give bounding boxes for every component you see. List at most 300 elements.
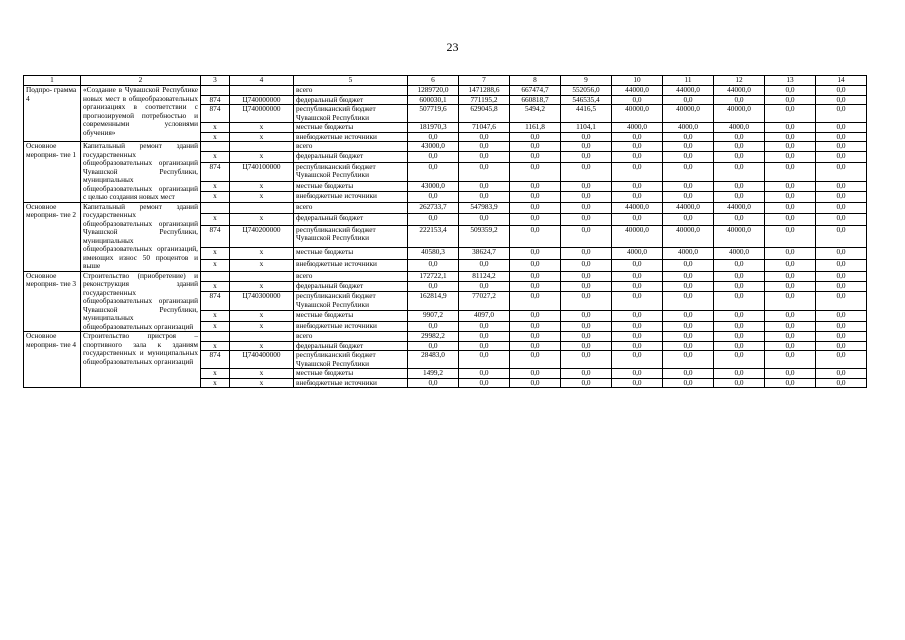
amount-cell: 0,0 bbox=[816, 105, 867, 123]
amount-cell: 0,0 bbox=[612, 162, 663, 181]
amount-cell: 0,0 bbox=[663, 271, 714, 281]
column-number-cell: 9 bbox=[561, 76, 612, 86]
amount-cell: 0,0 bbox=[612, 214, 663, 226]
funding-source-cell: республиканский бюджет Чувашской Республики bbox=[294, 162, 408, 181]
amount-cell: 0,0 bbox=[816, 248, 867, 260]
funding-source-cell: республиканский бюджет Чувашской Республики bbox=[294, 351, 408, 369]
amount-cell: 0,0 bbox=[459, 321, 510, 331]
amount-cell: 0,0 bbox=[816, 95, 867, 105]
amount-cell: 0,0 bbox=[663, 281, 714, 291]
amount-cell: 0,0 bbox=[612, 332, 663, 342]
amount-cell: 0,0 bbox=[561, 202, 612, 214]
amount-cell: 0,0 bbox=[765, 95, 816, 105]
amount-cell: 0,0 bbox=[765, 292, 816, 311]
amount-cell: 222153,4 bbox=[408, 225, 459, 247]
amount-cell: 0,0 bbox=[510, 332, 561, 342]
amount-cell: 600030,1 bbox=[408, 95, 459, 105]
funding-source-cell: федеральный бюджет bbox=[294, 281, 408, 291]
amount-cell: 9907,2 bbox=[408, 311, 459, 321]
amount-cell: 0,0 bbox=[561, 162, 612, 181]
amount-cell: 0,0 bbox=[612, 341, 663, 351]
grbs-code-cell: 874 bbox=[201, 225, 230, 247]
amount-cell: 0,0 bbox=[561, 152, 612, 162]
amount-cell: 0,0 bbox=[765, 332, 816, 342]
amount-cell: 0,0 bbox=[459, 369, 510, 379]
amount-cell: 0,0 bbox=[510, 181, 561, 191]
amount-cell: 0,0 bbox=[714, 351, 765, 369]
target-article-cell bbox=[230, 332, 294, 342]
amount-cell: 547983,9 bbox=[459, 202, 510, 214]
amount-cell: 0,0 bbox=[714, 332, 765, 342]
grbs-code-cell: х bbox=[201, 341, 230, 351]
amount-cell: 0,0 bbox=[816, 378, 867, 388]
amount-cell: 0,0 bbox=[510, 192, 561, 202]
target-article-cell: х bbox=[230, 321, 294, 331]
amount-cell: 0,0 bbox=[408, 259, 459, 271]
target-article-cell: х bbox=[230, 341, 294, 351]
amount-cell: 0,0 bbox=[816, 292, 867, 311]
amount-cell: 0,0 bbox=[714, 259, 765, 271]
grbs-code-cell: 874 bbox=[201, 105, 230, 123]
amount-cell: 0,0 bbox=[459, 259, 510, 271]
amount-cell: 0,0 bbox=[765, 281, 816, 291]
amount-cell: 0,0 bbox=[816, 142, 867, 152]
amount-cell: 0,0 bbox=[612, 132, 663, 142]
amount-cell: 40000,0 bbox=[612, 105, 663, 123]
amount-cell: 0,0 bbox=[612, 271, 663, 281]
amount-cell: 0,0 bbox=[765, 225, 816, 247]
funding-source-cell: местные бюджеты bbox=[294, 123, 408, 133]
amount-cell: 40000,0 bbox=[612, 225, 663, 247]
amount-cell: 0,0 bbox=[816, 271, 867, 281]
target-article-cell: х bbox=[230, 181, 294, 191]
amount-cell: 0,0 bbox=[816, 132, 867, 142]
amount-cell: 0,0 bbox=[765, 248, 816, 260]
amount-cell: 1104,1 bbox=[561, 123, 612, 133]
amount-cell: 0,0 bbox=[714, 162, 765, 181]
amount-cell: 0,0 bbox=[459, 378, 510, 388]
funding-source-cell: федеральный бюджет bbox=[294, 214, 408, 226]
target-article-cell: Ц740000000 bbox=[230, 105, 294, 123]
amount-cell: 0,0 bbox=[663, 341, 714, 351]
amount-cell: 0,0 bbox=[714, 214, 765, 226]
amount-cell: 0,0 bbox=[612, 351, 663, 369]
grbs-code-cell: х bbox=[201, 181, 230, 191]
amount-cell: 0,0 bbox=[714, 321, 765, 331]
amount-cell: 0,0 bbox=[510, 152, 561, 162]
amount-cell: 0,0 bbox=[765, 259, 816, 271]
column-number-cell: 1 bbox=[24, 76, 81, 86]
amount-cell: 0,0 bbox=[510, 321, 561, 331]
funding-source-cell: федеральный бюджет bbox=[294, 95, 408, 105]
amount-cell: 0,0 bbox=[561, 292, 612, 311]
funding-source-cell: местные бюджеты bbox=[294, 311, 408, 321]
grbs-code-cell: 874 bbox=[201, 95, 230, 105]
amount-cell: 162814,9 bbox=[408, 292, 459, 311]
amount-cell: 0,0 bbox=[663, 181, 714, 191]
funding-source-cell: республиканский бюджет Чувашской Республики bbox=[294, 225, 408, 247]
grbs-code-cell bbox=[201, 202, 230, 214]
program-name-cell: Строительство пристроя – спортивного зала к зданиям государственных и муниципальных общеобразовательных организаций bbox=[81, 332, 201, 388]
grbs-code-cell: х bbox=[201, 378, 230, 388]
amount-cell: 1161,8 bbox=[510, 123, 561, 133]
amount-cell: 0,0 bbox=[765, 369, 816, 379]
funding-source-cell: внебюджетные источники bbox=[294, 259, 408, 271]
target-article-cell: х bbox=[230, 132, 294, 142]
target-article-cell bbox=[230, 271, 294, 281]
amount-cell: 0,0 bbox=[663, 162, 714, 181]
status-cell: Основное мероприя- тие 3 bbox=[24, 271, 81, 332]
amount-cell: 509359,2 bbox=[459, 225, 510, 247]
amount-cell: 0,0 bbox=[816, 152, 867, 162]
grbs-code-cell: х bbox=[201, 321, 230, 331]
amount-cell: 0,0 bbox=[459, 214, 510, 226]
target-article-cell: Ц740300000 bbox=[230, 292, 294, 311]
amount-cell: 0,0 bbox=[816, 162, 867, 181]
amount-cell: 0,0 bbox=[714, 152, 765, 162]
amount-cell: 0,0 bbox=[561, 214, 612, 226]
target-article-cell: х bbox=[230, 214, 294, 226]
amount-cell: 0,0 bbox=[612, 181, 663, 191]
target-article-cell bbox=[230, 142, 294, 152]
amount-cell: 0,0 bbox=[714, 181, 765, 191]
amount-cell: 0,0 bbox=[561, 248, 612, 260]
amount-cell: 0,0 bbox=[459, 341, 510, 351]
amount-cell: 0,0 bbox=[663, 142, 714, 152]
amount-cell: 0,0 bbox=[816, 311, 867, 321]
amount-cell: 0,0 bbox=[816, 181, 867, 191]
grbs-code-cell: х bbox=[201, 248, 230, 260]
amount-cell: 0,0 bbox=[663, 321, 714, 331]
amount-cell: 4000,0 bbox=[612, 248, 663, 260]
target-article-cell: х bbox=[230, 369, 294, 379]
amount-cell: 0,0 bbox=[714, 378, 765, 388]
amount-cell: 0,0 bbox=[408, 341, 459, 351]
funding-source-cell: внебюджетные источники bbox=[294, 132, 408, 142]
funding-source-cell: внебюджетные источники bbox=[294, 378, 408, 388]
amount-cell: 0,0 bbox=[765, 162, 816, 181]
funding-source-cell: всего bbox=[294, 202, 408, 214]
amount-cell: 0,0 bbox=[408, 152, 459, 162]
target-article-cell bbox=[230, 202, 294, 214]
amount-cell: 0,0 bbox=[561, 225, 612, 247]
amount-cell: 0,0 bbox=[510, 259, 561, 271]
amount-cell: 4000,0 bbox=[714, 248, 765, 260]
amount-cell: 0,0 bbox=[714, 192, 765, 202]
amount-cell: 0,0 bbox=[561, 332, 612, 342]
grbs-code-cell: х bbox=[201, 214, 230, 226]
amount-cell: 0,0 bbox=[714, 95, 765, 105]
amount-cell: 0,0 bbox=[408, 281, 459, 291]
grbs-code-cell: х bbox=[201, 192, 230, 202]
amount-cell: 0,0 bbox=[459, 132, 510, 142]
amount-cell: 0,0 bbox=[663, 311, 714, 321]
target-article-cell: х bbox=[230, 152, 294, 162]
amount-cell: 0,0 bbox=[612, 259, 663, 271]
amount-cell: 660818,7 bbox=[510, 95, 561, 105]
amount-cell: 0,0 bbox=[408, 132, 459, 142]
amount-cell: 0,0 bbox=[459, 192, 510, 202]
amount-cell: 0,0 bbox=[561, 142, 612, 152]
amount-cell: 0,0 bbox=[765, 351, 816, 369]
amount-cell: 0,0 bbox=[765, 192, 816, 202]
table-row bbox=[24, 332, 867, 342]
amount-cell: 0,0 bbox=[765, 202, 816, 214]
amount-cell: 0,0 bbox=[510, 378, 561, 388]
amount-cell: 0,0 bbox=[459, 142, 510, 152]
target-article-cell: х bbox=[230, 259, 294, 271]
status-cell: Основное мероприя- тие 1 bbox=[24, 142, 81, 203]
amount-cell: 0,0 bbox=[561, 281, 612, 291]
amount-cell: 629045,8 bbox=[459, 105, 510, 123]
amount-cell: 0,0 bbox=[816, 341, 867, 351]
amount-cell: 71047,6 bbox=[459, 123, 510, 133]
target-article-cell bbox=[230, 86, 294, 96]
amount-cell: 40000,0 bbox=[663, 225, 714, 247]
amount-cell: 44000,0 bbox=[663, 86, 714, 96]
amount-cell: 40000,0 bbox=[714, 105, 765, 123]
table-row bbox=[24, 142, 867, 152]
amount-cell: 0,0 bbox=[510, 225, 561, 247]
amount-cell: 4416,5 bbox=[561, 105, 612, 123]
amount-cell: 0,0 bbox=[765, 321, 816, 331]
amount-cell: 0,0 bbox=[408, 192, 459, 202]
column-number-cell: 3 bbox=[201, 76, 230, 86]
amount-cell: 507719,6 bbox=[408, 105, 459, 123]
column-number-cell: 8 bbox=[510, 76, 561, 86]
amount-cell: 0,0 bbox=[765, 105, 816, 123]
amount-cell: 0,0 bbox=[765, 181, 816, 191]
grbs-code-cell: х bbox=[201, 311, 230, 321]
amount-cell: 0,0 bbox=[663, 378, 714, 388]
amount-cell: 40000,0 bbox=[663, 105, 714, 123]
amount-cell: 552056,0 bbox=[561, 86, 612, 96]
program-name-cell: Строительство (приобретение) и реконструкция зданий государственных общеобразовательных организаций Чувашской Республики, муниципальных общеобразовательных организаций bbox=[81, 271, 201, 332]
column-number-cell: 11 bbox=[663, 76, 714, 86]
amount-cell: 0,0 bbox=[459, 162, 510, 181]
budget-table bbox=[23, 75, 867, 388]
amount-cell: 40580,3 bbox=[408, 248, 459, 260]
amount-cell: 0,0 bbox=[714, 271, 765, 281]
amount-cell: 81124,2 bbox=[459, 271, 510, 281]
amount-cell: 0,0 bbox=[663, 292, 714, 311]
amount-cell: 0,0 bbox=[816, 369, 867, 379]
amount-cell: 0,0 bbox=[612, 378, 663, 388]
amount-cell: 1289720,0 bbox=[408, 86, 459, 96]
amount-cell: 0,0 bbox=[663, 192, 714, 202]
column-number-cell: 13 bbox=[765, 76, 816, 86]
target-article-cell: Ц740200000 bbox=[230, 225, 294, 247]
amount-cell: 0,0 bbox=[612, 281, 663, 291]
program-name-cell: Капитальный ремонт зданий государственных общеобразовательных организаций Чувашской Республики, муниципальных общеобразовательных организаций, имеющих износ 50 процентов и выше bbox=[81, 202, 201, 271]
amount-cell: 0,0 bbox=[561, 192, 612, 202]
funding-source-cell: федеральный бюджет bbox=[294, 341, 408, 351]
amount-cell: 0,0 bbox=[714, 292, 765, 311]
amount-cell: 0,0 bbox=[510, 162, 561, 181]
amount-cell: 0,0 bbox=[765, 311, 816, 321]
amount-cell: 4000,0 bbox=[663, 248, 714, 260]
grbs-code-cell: х bbox=[201, 369, 230, 379]
amount-cell: 44000,0 bbox=[714, 202, 765, 214]
target-article-cell: х bbox=[230, 281, 294, 291]
column-number-cell: 2 bbox=[81, 76, 201, 86]
amount-cell: 0,0 bbox=[510, 351, 561, 369]
amount-cell: 0,0 bbox=[510, 369, 561, 379]
amount-cell: 0,0 bbox=[510, 214, 561, 226]
amount-cell: 4000,0 bbox=[714, 123, 765, 133]
funding-source-cell: всего bbox=[294, 142, 408, 152]
grbs-code-cell: х bbox=[201, 259, 230, 271]
amount-cell: 44000,0 bbox=[663, 202, 714, 214]
amount-cell: 0,0 bbox=[510, 142, 561, 152]
amount-cell: 1471288,6 bbox=[459, 86, 510, 96]
amount-cell: 0,0 bbox=[663, 369, 714, 379]
amount-cell: 0,0 bbox=[816, 202, 867, 214]
column-number-cell: 5 bbox=[294, 76, 408, 86]
grbs-code-cell: х bbox=[201, 152, 230, 162]
amount-cell: 0,0 bbox=[612, 321, 663, 331]
target-article-cell: Ц740400000 bbox=[230, 351, 294, 369]
amount-cell: 0,0 bbox=[510, 132, 561, 142]
amount-cell: 0,0 bbox=[663, 152, 714, 162]
amount-cell: 77027,2 bbox=[459, 292, 510, 311]
target-article-cell: х bbox=[230, 192, 294, 202]
amount-cell: 0,0 bbox=[561, 181, 612, 191]
funding-source-cell: республиканский бюджет Чувашской Республики bbox=[294, 105, 408, 123]
column-number-cell: 10 bbox=[612, 76, 663, 86]
amount-cell: 0,0 bbox=[408, 321, 459, 331]
target-article-cell: Ц740100000 bbox=[230, 162, 294, 181]
amount-cell: 0,0 bbox=[663, 259, 714, 271]
column-number-cell: 14 bbox=[816, 76, 867, 86]
grbs-code-cell: х bbox=[201, 281, 230, 291]
target-article-cell: х bbox=[230, 123, 294, 133]
grbs-code-cell bbox=[201, 142, 230, 152]
amount-cell: 0,0 bbox=[816, 281, 867, 291]
amount-cell: 29982,2 bbox=[408, 332, 459, 342]
amount-cell: 0,0 bbox=[816, 351, 867, 369]
amount-cell: 0,0 bbox=[612, 152, 663, 162]
status-cell: Основное мероприя- тие 4 bbox=[24, 332, 81, 388]
amount-cell: 0,0 bbox=[765, 152, 816, 162]
amount-cell: 0,0 bbox=[765, 378, 816, 388]
amount-cell: 0,0 bbox=[816, 259, 867, 271]
amount-cell: 0,0 bbox=[510, 271, 561, 281]
amount-cell: 0,0 bbox=[612, 369, 663, 379]
amount-cell: 0,0 bbox=[765, 271, 816, 281]
column-number-row bbox=[24, 76, 867, 86]
funding-source-cell: внебюджетные источники bbox=[294, 321, 408, 331]
amount-cell: 0,0 bbox=[663, 332, 714, 342]
target-article-cell: х bbox=[230, 378, 294, 388]
column-number-cell: 7 bbox=[459, 76, 510, 86]
amount-cell: 0,0 bbox=[459, 332, 510, 342]
table-row bbox=[24, 86, 867, 96]
amount-cell: 0,0 bbox=[510, 341, 561, 351]
amount-cell: 4097,0 bbox=[459, 311, 510, 321]
amount-cell: 546535,4 bbox=[561, 95, 612, 105]
amount-cell: 0,0 bbox=[765, 86, 816, 96]
amount-cell: 0,0 bbox=[765, 341, 816, 351]
amount-cell: 0,0 bbox=[765, 214, 816, 226]
column-number-cell: 4 bbox=[230, 76, 294, 86]
amount-cell: 0,0 bbox=[663, 351, 714, 369]
funding-source-cell: всего bbox=[294, 332, 408, 342]
amount-cell: 0,0 bbox=[561, 378, 612, 388]
amount-cell: 0,0 bbox=[663, 132, 714, 142]
amount-cell: 0,0 bbox=[612, 311, 663, 321]
amount-cell: 771195,2 bbox=[459, 95, 510, 105]
amount-cell: 0,0 bbox=[561, 259, 612, 271]
amount-cell: 0,0 bbox=[408, 378, 459, 388]
funding-source-cell: всего bbox=[294, 86, 408, 96]
amount-cell: 0,0 bbox=[561, 311, 612, 321]
funding-source-cell: внебюджетные источники bbox=[294, 192, 408, 202]
grbs-code-cell: 874 bbox=[201, 351, 230, 369]
funding-source-cell: местные бюджеты bbox=[294, 181, 408, 191]
amount-cell: 0,0 bbox=[459, 152, 510, 162]
amount-cell: 0,0 bbox=[816, 192, 867, 202]
amount-cell: 28483,0 bbox=[408, 351, 459, 369]
amount-cell: 181970,3 bbox=[408, 123, 459, 133]
amount-cell: 0,0 bbox=[816, 225, 867, 247]
amount-cell: 0,0 bbox=[663, 95, 714, 105]
amount-cell: 44000,0 bbox=[612, 86, 663, 96]
grbs-code-cell: 874 bbox=[201, 162, 230, 181]
grbs-code-cell: х bbox=[201, 123, 230, 133]
amount-cell: 0,0 bbox=[561, 351, 612, 369]
funding-source-cell: местные бюджеты bbox=[294, 369, 408, 379]
amount-cell: 0,0 bbox=[459, 281, 510, 291]
amount-cell: 43000,0 bbox=[408, 142, 459, 152]
status-cell: Подпро- грамма 4 bbox=[24, 86, 81, 142]
amount-cell: 0,0 bbox=[765, 142, 816, 152]
amount-cell: 1499,2 bbox=[408, 369, 459, 379]
amount-cell: 0,0 bbox=[714, 341, 765, 351]
column-number-cell: 6 bbox=[408, 76, 459, 86]
amount-cell: 0,0 bbox=[459, 351, 510, 369]
target-article-cell: х bbox=[230, 248, 294, 260]
grbs-code-cell bbox=[201, 86, 230, 96]
amount-cell: 0,0 bbox=[663, 214, 714, 226]
funding-source-cell: местные бюджеты bbox=[294, 248, 408, 260]
amount-cell: 262733,7 bbox=[408, 202, 459, 214]
amount-cell: 0,0 bbox=[510, 311, 561, 321]
amount-cell: 0,0 bbox=[612, 192, 663, 202]
grbs-code-cell: х bbox=[201, 132, 230, 142]
amount-cell: 0,0 bbox=[408, 214, 459, 226]
amount-cell: 40000,0 bbox=[714, 225, 765, 247]
amount-cell: 667474,7 bbox=[510, 86, 561, 96]
amount-cell: 4000,0 bbox=[612, 123, 663, 133]
amount-cell: 0,0 bbox=[561, 321, 612, 331]
amount-cell: 0,0 bbox=[816, 214, 867, 226]
amount-cell: 0,0 bbox=[510, 202, 561, 214]
amount-cell: 0,0 bbox=[714, 142, 765, 152]
funding-source-cell: республиканский бюджет Чувашской Республики bbox=[294, 292, 408, 311]
amount-cell: 0,0 bbox=[765, 123, 816, 133]
amount-cell: 5494,2 bbox=[510, 105, 561, 123]
amount-cell: 0,0 bbox=[816, 332, 867, 342]
amount-cell: 0,0 bbox=[714, 369, 765, 379]
amount-cell: 0,0 bbox=[612, 292, 663, 311]
amount-cell: 4000,0 bbox=[663, 123, 714, 133]
amount-cell: 0,0 bbox=[561, 341, 612, 351]
amount-cell: 0,0 bbox=[561, 132, 612, 142]
amount-cell: 0,0 bbox=[765, 132, 816, 142]
amount-cell: 0,0 bbox=[459, 181, 510, 191]
table-row bbox=[24, 202, 867, 214]
